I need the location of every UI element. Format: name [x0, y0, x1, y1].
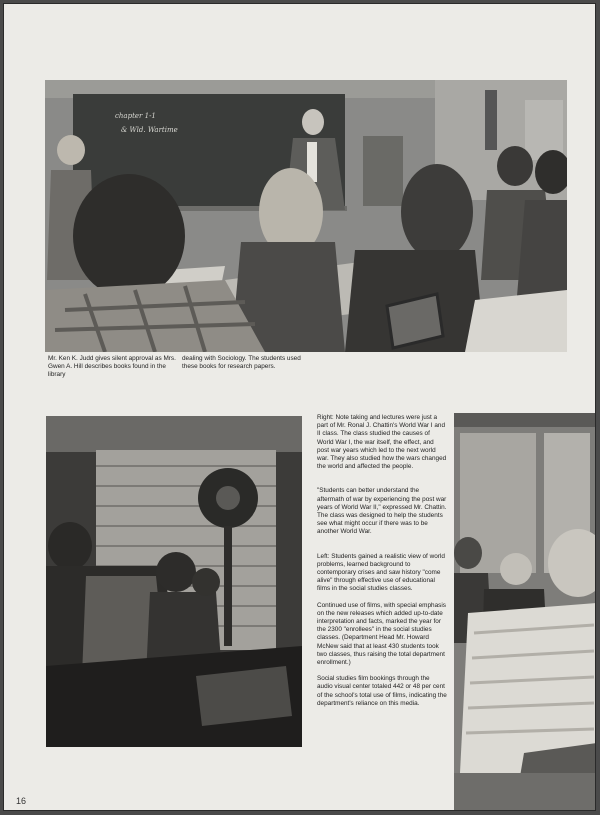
article-text-column — [317, 414, 447, 716]
classroom-photo-top — [45, 80, 567, 352]
paragraph-films-realistic-view: Left: Students gained a realistic view of world problems, learned background to contemporary crises and saw history "come alive" through effective use of educational films in the social studies classes. — [317, 552, 445, 593]
caption-top-photo-part-1: Mr. Ken K. Judd gives silent approval as Mrs. Gwen A. Hill describes books found in the library — [48, 355, 176, 379]
page-number: 16 — [16, 796, 27, 806]
paragraph-chattin-quote: "Students can better understand the aftermath of war by experiencing the post war years of World War II," expressed Mr. Chattin. The class was designed to help the students see what might occur if there was to be another World War. — [317, 487, 447, 536]
caption-top-photo-part-2: dealing with Sociology. The students used these books for research papers. — [182, 355, 301, 371]
chalkboard-text-line-2: & Wld. Wartime — [121, 126, 178, 134]
yearbook-page — [3, 3, 596, 811]
chalkboard-text-line-1: chapter 1-1 — [115, 112, 156, 120]
paragraph-film-releases-enrollment: Continued use of films, with special emphasis on the new releases which added up-to-date interpretation and facts, marked the year for the 2300 "enrollees" in the social studies classes. (Department Head Mr. Howard McNew said that at least 430 students took two classes, thus raising the total department enrollment.) — [317, 601, 446, 667]
paragraph-film-bookings: Social studies film bookings through the audio visual center totaled 442 or 48 per cent of the school's total use of films, indicating the department's reliance on this media. — [317, 675, 447, 707]
paragraph-world-war-class: Right: Note taking and lectures were just a part of Mr. Ronal J. Chattin's World War I and II class. The class studied the causes of World War I, the war itself, the effect, and post war years which led to the next world war. They also studied how the wars changed the world and affected the people. — [317, 414, 447, 471]
film-viewing-photo-left — [46, 416, 302, 747]
students-photo-right — [454, 413, 596, 811]
